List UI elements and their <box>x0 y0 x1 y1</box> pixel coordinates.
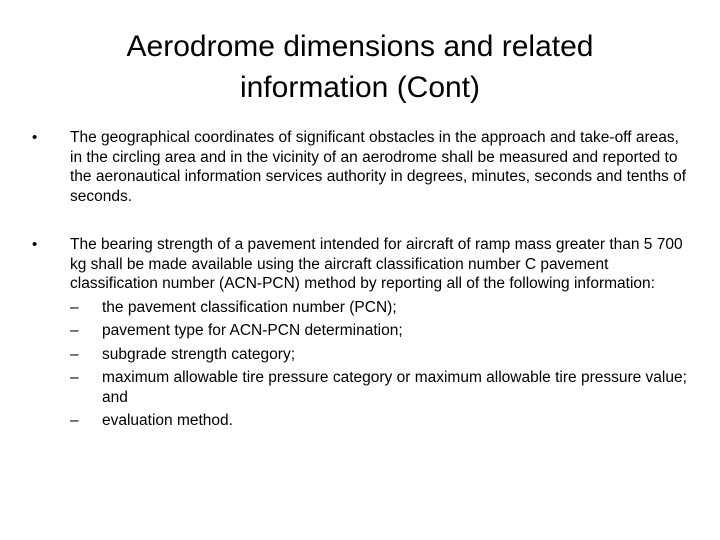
dash-icon: – <box>70 322 79 339</box>
sub-item-evaluation <box>70 411 692 431</box>
sub-item-text: maximum allowable tire pressure category or maximum allowable tire pressure value; and <box>102 369 687 406</box>
sub-item-text: the pavement classification number (PCN); <box>102 298 397 316</box>
sub-item-pcn <box>70 298 692 318</box>
bullet-icon: • <box>32 129 38 146</box>
slide-title <box>60 26 660 108</box>
sub-item-tire-pressure <box>70 368 692 407</box>
sub-item-pavement-type <box>70 321 692 341</box>
title-line-1: Aerodrome dimensions and related <box>126 30 594 63</box>
dash-icon: – <box>70 298 79 316</box>
bullet-text: The geographical coordinates of significant obstacles in the approach and take-off areas, in the circling area and in the vicinity of an aerodrome shall be measured and reported to the aeronautical information services authority in degrees, minutes, seconds and tenths of seconds. <box>70 129 687 205</box>
dash-icon: – <box>70 369 79 386</box>
sub-list <box>70 298 692 431</box>
title-line-2: information (Cont) <box>239 71 481 104</box>
sub-item-subgrade <box>70 345 692 365</box>
dash-icon: – <box>70 412 79 429</box>
slide-content <box>32 128 692 431</box>
dash-icon: – <box>70 345 79 363</box>
bullet-text: The bearing strength of a pavement intended for aircraft of ramp mass greater than 5 700 kg shall be made available using the aircraft classification number C pavement classification number (ACN-PCN) method by reporting all of the following information: <box>70 236 683 292</box>
bullet-icon: • <box>32 236 38 253</box>
bullet-item-pavement <box>32 235 692 431</box>
sub-item-text: evaluation method. <box>102 412 233 429</box>
bullet-item-obstacles <box>32 128 692 206</box>
sub-item-text: subgrade strength category; <box>102 345 296 363</box>
sub-item-text: pavement type for ACN-PCN determination; <box>102 322 403 339</box>
